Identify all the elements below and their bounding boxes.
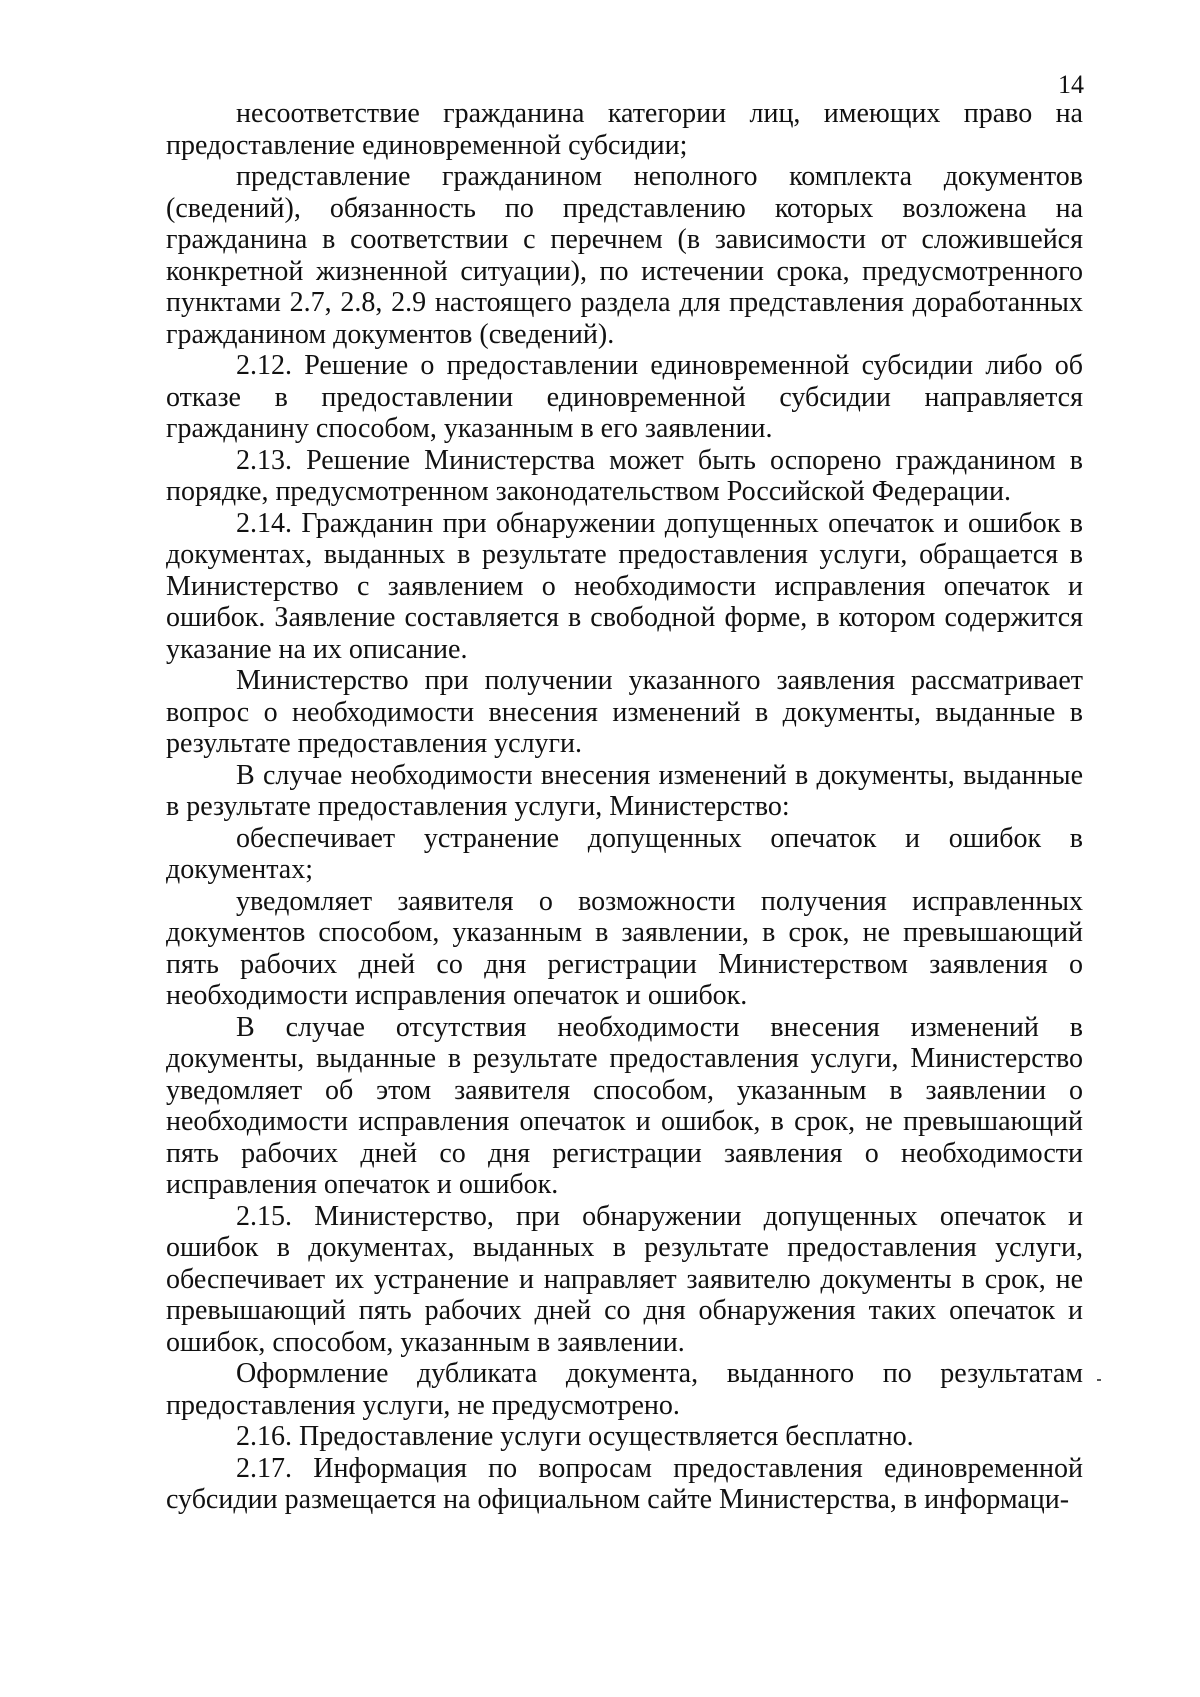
- paragraph-duplicate-not-provided: Оформление дубликата документа, выданного по результатам предоставления услуги, не предусмотрено.: [166, 1358, 1083, 1421]
- paragraph-2-12: 2.12. Решение о предоставлении единовременной субсидии либо об отказе в предоставлении единовременной субсидии направляется гражданину способом, указанным в его заявлении.: [166, 350, 1083, 444]
- paragraph-2-14: 2.14. Гражданин при обнаружении допущенных опечаток и ошибок в документах, выданных в результате предоставления услуги, обращается в Министерство с заявлением о необходимости исправления опечаток и ошибок. Заявление составляется в свободной форме, в котором содержится указание на их описание.: [166, 507, 1083, 665]
- paragraph-2-16: 2.16. Предоставление услуги осуществляется бесплатно.: [236, 1421, 914, 1452]
- document-body: [166, 98, 1083, 1516]
- paragraph-ministry-review: Министерство при получении указанного заявления рассматривает вопрос о необходимости внесения изменений в документы, выданные в результате предоставления услуги.: [166, 665, 1083, 759]
- paragraph-ensures-correction: обеспечивает устранение допущенных опечаток и ошибок в документах;: [166, 822, 1083, 885]
- page-number: 14: [1058, 70, 1084, 99]
- paragraph-changes-needed: В случае необходимости внесения изменений в документы, выданные в результате предоставления услуги, Министерство:: [166, 759, 1083, 822]
- paragraph-no-changes-needed: В случае отсутствия необходимости внесения изменений в документы, выданные в результате предоставления услуги, Министерство уведомляет об этом заявителя способом, указанным в заявлении о необходимости исправления опечаток и ошибок, в срок, не превышающий пять рабочих дней со дня регистрации заявления о необходимости исправления опечаток и ошибок.: [166, 1011, 1083, 1200]
- paragraph-incomplete-documents: представление гражданином неполного комплекта документов (сведений), обязанность по представлению которых возложена на гражданина в соответствии с перечнем (в зависимости от сложившейся конкретной жизненной ситуации), по истечении срока, предусмотренного пунктами 2.7, 2.8, 2.9 настоящего раздела для представления доработанных гражданином документов (сведений).: [166, 161, 1083, 350]
- paragraph-2-17: 2.17. Информация по вопросам предоставления единовременной субсидии размещается на официальном сайте Министерства, в информаци-: [166, 1452, 1083, 1515]
- paragraph-2-15: 2.15. Министерство, при обнаружении допущенных опечаток и ошибок в документах, выданных в результате предоставления услуги, обеспечивает их устранение и направляет заявителю документы в срок, не превышающий пять рабочих дней со дня обнаружения таких опечаток и ошибок, способом, указанным в заявлении.: [166, 1200, 1083, 1358]
- paragraph-notifies-applicant: уведомляет заявителя о возможности получения исправленных документов способом, указанным в заявлении, в срок, не превышающий пять рабочих дней со дня регистрации Министерством заявления о необходимости исправления опечаток и ошибок.: [166, 885, 1083, 1011]
- scan-speck: [1097, 1379, 1101, 1381]
- paragraph-2-13: 2.13. Решение Министерства может быть оспорено гражданином в порядке, предусмотренном законодательством Российской Федерации.: [166, 444, 1083, 507]
- paragraph-ineligible-category: несоответствие гражданина категории лиц, имеющих право на предоставление единовременной субсидии;: [166, 98, 1083, 161]
